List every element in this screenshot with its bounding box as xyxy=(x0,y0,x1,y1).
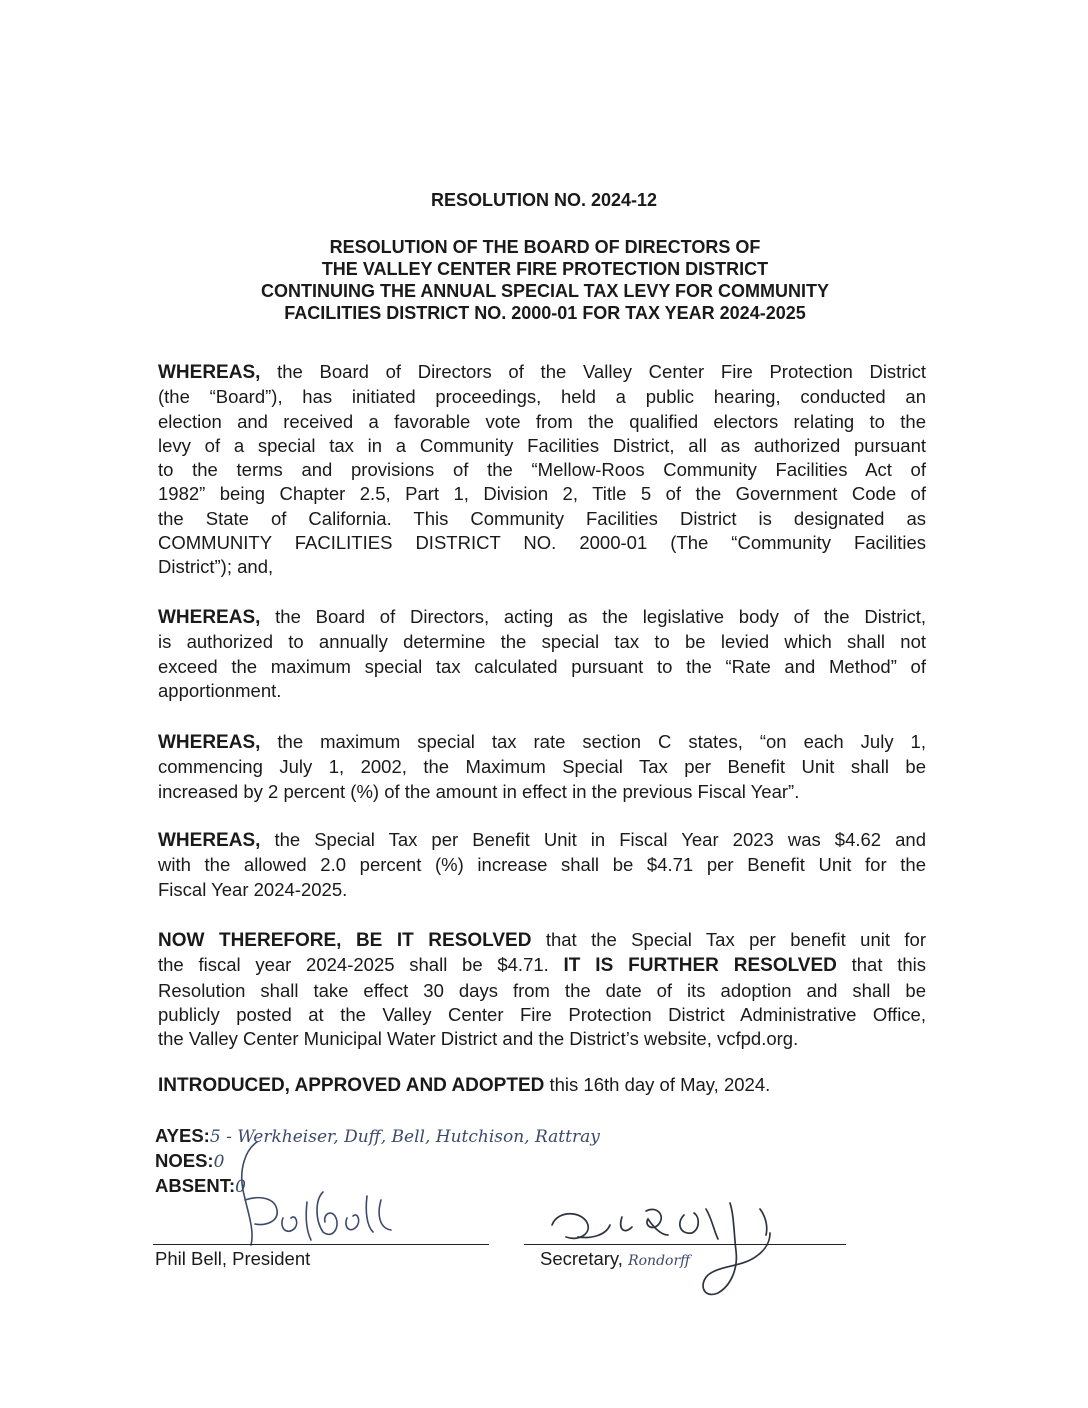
text-line: that this xyxy=(836,954,926,976)
resolved-paragraph xyxy=(158,928,926,1051)
heading-line: THE VALLEY CENTER FIRE PROTECTION DISTRICT xyxy=(321,259,769,279)
absent-label: ABSENT: xyxy=(155,1175,236,1196)
whereas-paragraph-3 xyxy=(158,730,926,804)
secretary-title: Secretary, xyxy=(540,1248,629,1269)
adoption-date-text: this 16th day of May, 2024. xyxy=(544,1074,771,1095)
whereas-label: WHEREAS, xyxy=(158,362,261,383)
text-line: Resolution shall take effect 30 days from the date of its adoption and shall be xyxy=(158,979,926,1001)
text-line: increased by 2 percent (%) of the amount in effect in the previous Fiscal Year”. xyxy=(158,780,800,802)
text-line: levy of a special tax in a Community Facilities District, all as authorized pursuant xyxy=(158,434,926,456)
further-resolved-label: IT IS FURTHER RESOLVED xyxy=(563,955,837,977)
whereas-paragraph-4 xyxy=(158,828,926,902)
adoption-statement xyxy=(158,1073,926,1098)
text-line: Fiscal Year 2024-2025. xyxy=(158,878,348,900)
text-line: the Board of Directors, acting as the legislative body of the District, xyxy=(260,606,926,627)
text-line: the maximum special tax rate section C states, “on each July 1, xyxy=(260,731,926,752)
text-line: that the Special Tax per benefit unit for xyxy=(531,929,926,950)
president-name-label: Phil Bell, President xyxy=(155,1248,311,1269)
text-line: 1982” being Chapter 2.5, Part 1, Division 2, Title 5 of the Government Code of xyxy=(158,483,926,505)
adopted-label: INTRODUCED, APPROVED AND ADOPTED xyxy=(158,1075,545,1096)
ayes-label: AYES: xyxy=(155,1125,210,1146)
whereas-label: WHEREAS, xyxy=(158,830,261,851)
president-signature xyxy=(215,1140,395,1250)
absent-handwritten: 0 xyxy=(235,1177,246,1197)
noes-label: NOES: xyxy=(155,1150,214,1171)
text-line: exceed the maximum special tax calculated pursuant to the “Rate and Method” of xyxy=(158,655,926,677)
secretary-handwritten-name: Rondorff xyxy=(628,1253,691,1269)
resolution-heading xyxy=(150,236,940,324)
text-line: publicly posted at the Valley Center Fire Protection District Administrative Office, xyxy=(158,1003,926,1025)
text-line: commencing July 1, 2002, the Maximum Special Tax per Benefit Unit shall be xyxy=(158,756,926,778)
heading-line: CONTINUING THE ANNUAL SPECIAL TAX LEVY FOR COMMUNITY xyxy=(260,281,830,301)
resolution-number: RESOLUTION NO. 2024-12 xyxy=(430,190,658,210)
text-line: (the “Board”), has initiated proceedings, held a public hearing, conducted an xyxy=(158,386,926,408)
ayes-handwritten: 5 - Werkheiser, Duff, Bell, Hutchison, Rattray xyxy=(209,1127,600,1147)
text-line: the Board of Directors of the Valley Center Fire Protection District xyxy=(260,361,926,382)
whereas-paragraph-2 xyxy=(158,605,926,703)
resolved-label: NOW THEREFORE, BE IT RESOLVED xyxy=(158,930,532,951)
text-line: apportionment. xyxy=(158,679,282,701)
heading-line: FACILITIES DISTRICT NO. 2000-01 FOR TAX YEAR 2024-2025 xyxy=(284,303,806,323)
text-line: with the allowed 2.0 percent (%) increase shall be $4.71 per Benefit Unit for the xyxy=(158,854,926,876)
secretary-signature-line xyxy=(524,1244,846,1245)
noes-handwritten: 0 xyxy=(213,1152,225,1172)
text-line: the fiscal year 2024-2025 shall be $4.71. xyxy=(158,954,564,976)
text-line: election and received a favorable vote from the qualified electors relating to the xyxy=(158,410,926,432)
text-line: to the terms and provisions of the “Mellow-Roos Community Facilities Act of xyxy=(158,459,926,481)
heading-line: RESOLUTION OF THE BOARD OF DIRECTORS OF xyxy=(329,237,761,257)
whereas-label: WHEREAS, xyxy=(158,607,261,628)
text-line: the State of California. This Community Facilities District is designated as xyxy=(158,507,926,529)
text-line: COMMUNITY FACILITIES DISTRICT NO. 2000-01 (The “Community Facilities xyxy=(158,532,926,554)
text-line: the Special Tax per Benefit Unit in Fiscal Year 2023 was $4.62 and xyxy=(260,829,926,850)
whereas-paragraph-1 xyxy=(158,360,926,580)
secretary-name-label xyxy=(540,1248,690,1270)
whereas-label: WHEREAS, xyxy=(158,732,261,753)
text-line: District”); and, xyxy=(158,556,274,578)
text-line: the Valley Center Municipal Water District and the District’s website, vcfpd.org. xyxy=(158,1028,799,1050)
text-line: is authorized to annually determine the special tax to be levied which shall not xyxy=(158,631,926,653)
president-signature-line xyxy=(153,1244,489,1245)
